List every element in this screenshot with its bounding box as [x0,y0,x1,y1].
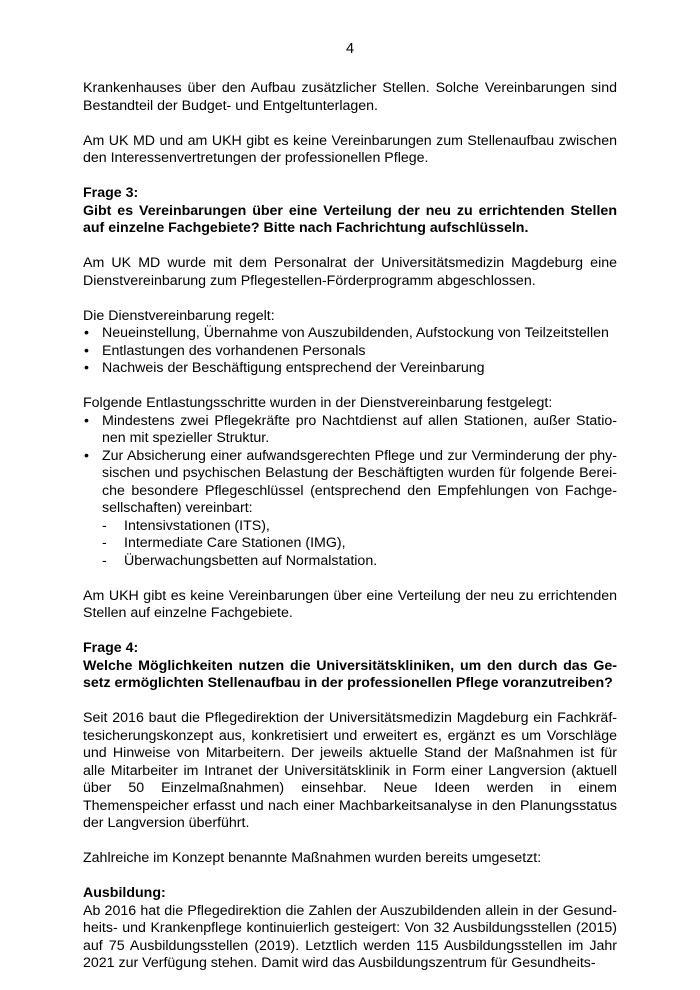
section-paragraph: Ab 2016 hat die Pflegedirektion die Zahlen der Auszubildenden allein in der Gesundheits- und Krankenpflege kontinuierlich gesteigert: Von 32 Ausbildungsstellen (2015) auf 75 Ausbildungsstellen (2019). Letztlich werden 115 Ausbildungsstellen im Jahr 2021 zur Verfügung stehen. Damit wird das Ausbildungszentrum für Gesundheits- [83,902,617,971]
list-item: • Neueinstellung, Übernahme von Auszubildenden, Aufstockung von Teilzeitstellen [84,325,609,341]
sub-list-item: - Intensivstationen (ITS), [102,517,270,534]
dash-icon: - [102,517,107,534]
question-label: Frage 3: [83,185,139,201]
sub-list-item: - Intermediate Care Stationen (IMG), [102,535,346,551]
page-number: 4 [345,41,355,57]
sub-list-item: - Überwachungsbetten auf Normalstation. [102,552,378,569]
bullet-icon: • [84,412,89,429]
list-item: • Entlastungen des vorhandenen Personals [84,342,366,359]
bullet-icon: • [84,447,89,464]
list-intro: Folgende Entlastungsschritte wurden in der Dienstvereinbarung festgelegt: [83,395,553,411]
paragraph: Krankenhauses über den Aufbau zusätzlicher Stellen. Solche Vereinbarungen sind Bestandteil der Budget- und Entgeltunterlagen. [83,80,617,114]
dash-icon: - [102,552,107,569]
answer-paragraph: Am UKH gibt es keine Vereinbarungen über eine Verteilung der neu zu errichtenden Stellen auf einzelne Fachgebiete. [83,587,617,621]
answer-paragraph: Seit 2016 baut die Pflegedirektion der Universitätsmedizin Magdeburg ein Fachkräftesicherungskonzept aus, konkretisiert und erweitert es, ergänzt es um Vorschläge und Hinweise von Mitarbeitern. Der jeweils aktuelle Stand der Maßnahmen ist für alle Mitarbeiter im Intranet der Universitätsklinik in Form einer Langversion (aktuell über 50 Einzelmaßnahmen) einsehbar. Neue Ideen werden in einem Themenspeicher erfasst und nach einer Machbarkeitsanalyse in den Planungsstatus der Langversion überführt. [83,710,617,831]
list-item: • Zur Absicherung einer aufwandsgerechten Pflege und zur Verminderung der physischen und psychischen Belastung der Beschäftigten wurden für folgende Bereiche besondere Pflegeschlüssel (entsprechend den Empfehlungen von Fachgesellschaften) vereinbart: - Intensivstationen (ITS), - Intermediate Care Stationen (IMG), - Überwachungsbetten auf Normalstation. [84,447,617,569]
list-item: • Nachweis der Beschäftigung entsprechend der Vereinbarung [84,360,485,376]
bullet-icon: • [84,325,89,341]
dash-list [102,518,617,571]
list-intro: Die Dienstvereinbarung regelt: [83,307,275,324]
section-heading: Ausbildung: [83,885,166,901]
document-body [83,80,617,990]
question-text: Gibt es Vereinbarungen über eine Verteilung der neu zu errichtenden Stellen auf einzelne Fachgebiete? Bitte nach Fachrichtung aufschlüsseln. [83,202,617,236]
bullet-icon: • [84,360,89,376]
list-item: • Mindestens zwei Pflegekräfte pro Nachtdienst auf allen Stationen, außer Stationen mit spezieller Struktur. [84,412,617,446]
question-text: Welche Möglichkeiten nutzen die Universitätskliniken, um den durch das Gesetz ermöglichten Stellenaufbau in der professionellen Pflege voranzutreiben? [83,657,617,691]
bullet-icon: • [84,342,89,359]
dash-icon: - [102,535,107,551]
answer-paragraph: Zahlreiche im Konzept benannte Maßnahmen wurden bereits umgesetzt: [83,850,542,866]
paragraph: Am UK MD und am UKH gibt es keine Vereinbarungen zum Stellenaufbau zwischen den Interessenvertretungen der professionellen Pflege. [83,132,617,166]
bullet-list [83,325,617,378]
bullet-list [83,413,617,571]
question-label: Frage 4: [83,640,139,656]
answer-paragraph: Am UK MD wurde mit dem Personalrat der Universitätsmedizin Magdeburg eine Dienstvereinbarung zum Pflegestellen-Förderprogramm abgeschlossen. [83,255,617,289]
